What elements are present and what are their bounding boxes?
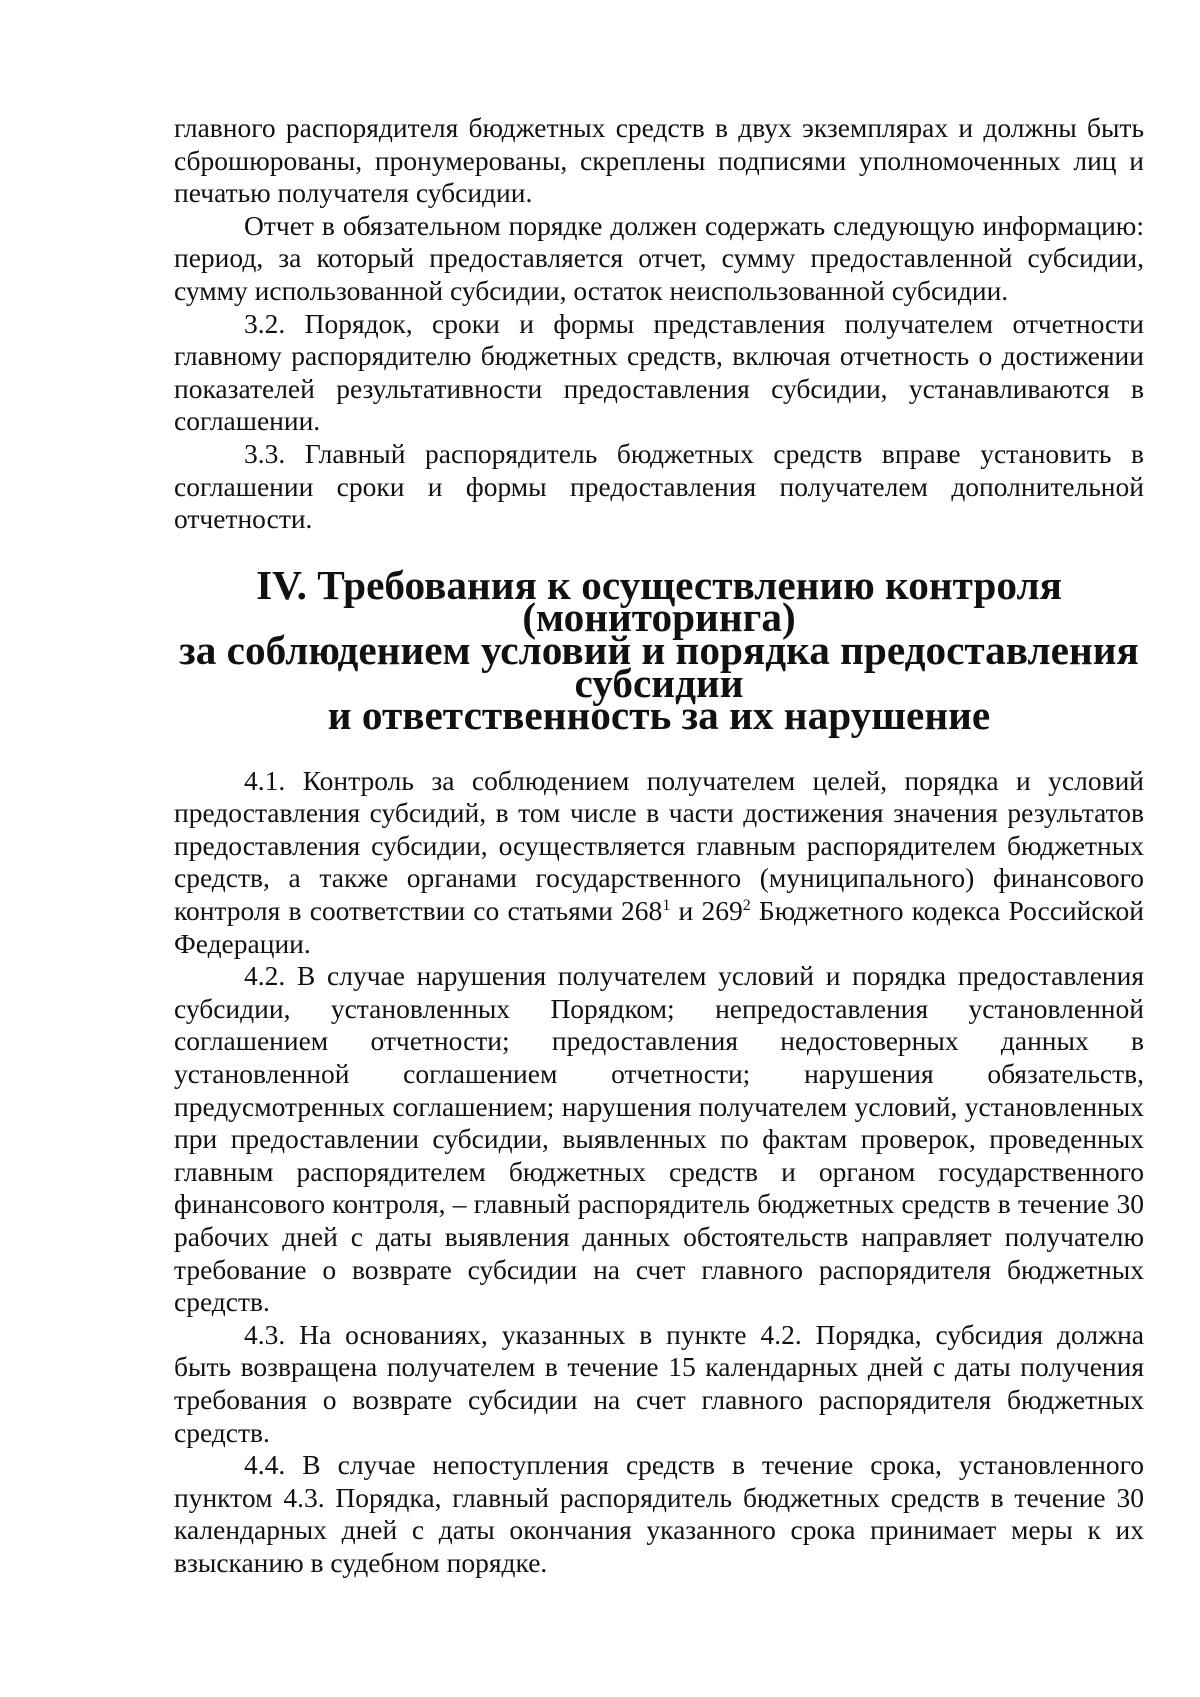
footnote-superscript-268: 1 <box>662 897 671 915</box>
paragraph-4-1-text-a: 4.1. Контроль за соблюдением получателем целей, порядка и условий предоставления субсидий, в том числе в части достижения значения результатов предоставления субсидии, осуществляется главным распорядителем бюджетных средств, а также органами государственного (муниципального) финансового контроля в соответствии со статьями 268 <box>174 764 1144 927</box>
heading-line-2: за соблюдением условий и порядка предоставления субсидии <box>179 626 1139 706</box>
paragraph-3-3: 3.3. Главный распорядитель бюджетных средств вправе установить в соглашении сроки и формы предоставления получателем дополнительной отчетности. <box>174 437 1144 535</box>
paragraph-4-2: 4.2. В случае нарушения получателем условий и порядка предоставления субсидии, установленных Порядком; непредоставления установленной соглашением отчетности; предоставления недостоверных данных в установленной соглашением отчетности; нарушения обязательств, предусмотренных соглашением; нарушения получателем условий, установленных при предоставлении субсидии, выявленных по фактам проверок, проведенных главным распорядителем бюджетных средств и органом государственного финансового контроля, – главный распорядитель бюджетных средств в течение 30 рабочих дней с даты выявления данных обстоятельств направляет получателю требование о возврате субсидии на счет главного распорядителя бюджетных средств. <box>174 960 1144 1318</box>
paragraph-4-1-text-b: и 269 <box>670 895 743 927</box>
paragraph-report-content: Отчет в обязательном порядке должен содержать следующую информацию: период, за который предоставляется отчет, сумму предоставленной субсидии, сумму использованной субсидии, остаток неиспользованной субсидии. <box>174 209 1144 306</box>
footnote-superscript-269: 2 <box>742 897 751 915</box>
paragraph-4-3: 4.3. На основаниях, указанных в пункте 4.2. Порядка, субсидия должна быть возвращена получателем в течение 15 календарных дней с даты получения требования о возврате субсидии на счет главного распорядителя бюджетных средств. <box>174 1318 1144 1448</box>
paragraph-report-copies: главного распорядителя бюджетных средств в двух экземплярах и должны быть сброшюрованы, пронумерованы, скреплены подписями уполномоченных лиц и печатью получателя субсидии. <box>174 112 1144 209</box>
heading-line-3: и ответственность за их нарушение <box>327 692 991 739</box>
paragraph-4-4: 4.4. В случае непоступления средств в течение срока, установленного пунктом 4.3. Порядка, главный распорядитель бюджетных средств в течение 30 календарных дней с даты окончания указанного срока принимает меры к их взысканию в судебном порядке. <box>174 1449 1144 1578</box>
heading-line-1: IV. Требования к осуществлению контроля (мониторинга) <box>256 561 1062 641</box>
paragraph-4-1-text-c: Бюджетного кодекса Российской Федерации. <box>174 895 1145 959</box>
paragraph-4-1 <box>174 765 1144 961</box>
section-iv-heading <box>174 561 1144 739</box>
paragraph-3-2: 3.2. Порядок, сроки и формы представления получателем отчетности главному распорядителю бюджетных средств, включая отчетность о достижении показателей результативности предоставления субсидии, устанавливаются в соглашении. <box>174 307 1144 437</box>
document-page <box>174 112 1144 1580</box>
